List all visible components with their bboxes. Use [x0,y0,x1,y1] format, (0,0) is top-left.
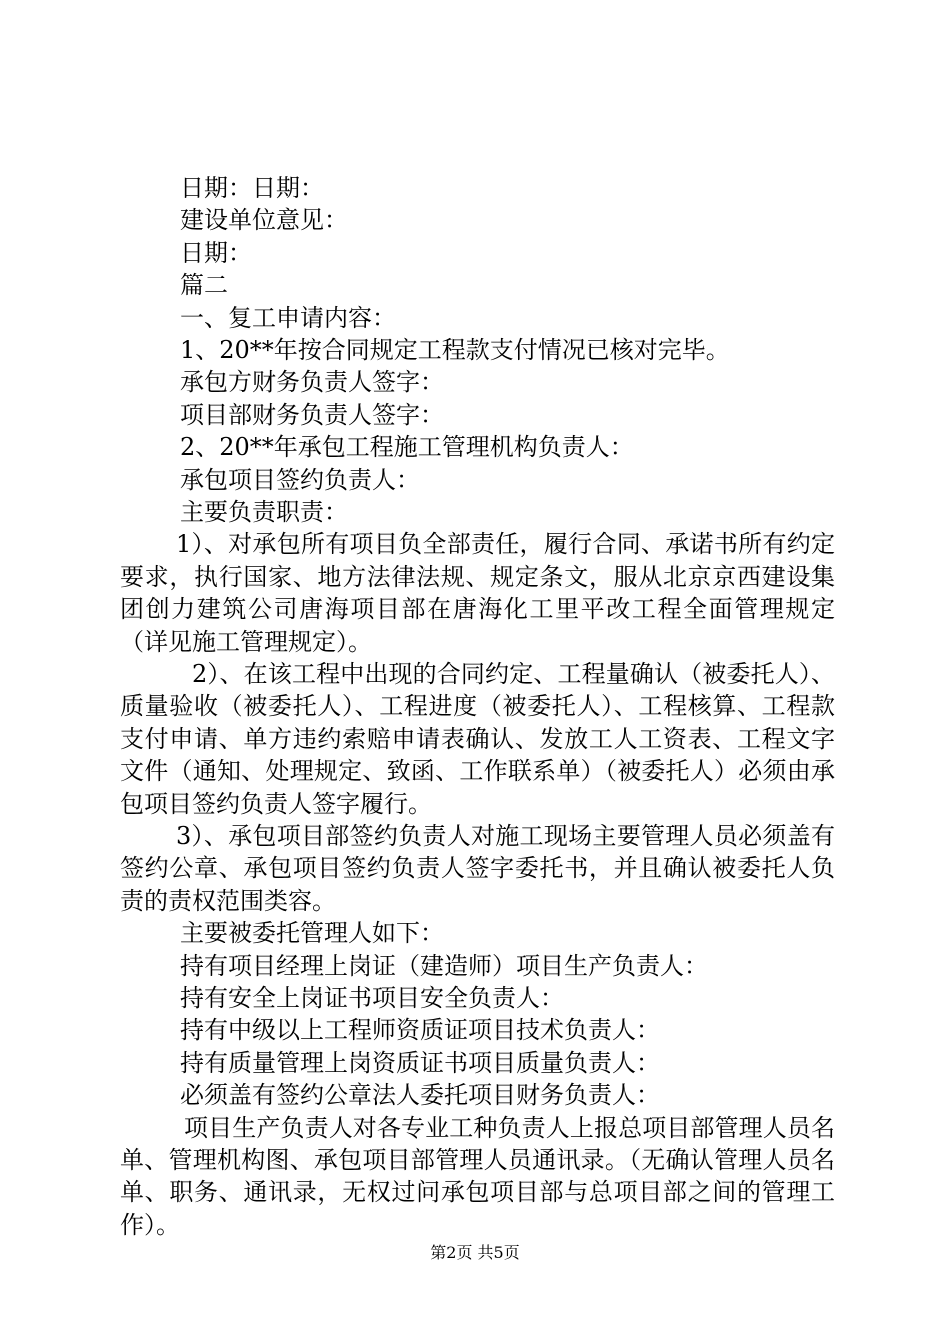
page-footer: 第2页 共5页 [430,1243,520,1262]
date-line-2: 日期： [180,238,252,267]
contract-lead-line: 承包项目签约负责人： [180,465,420,494]
item-1-line: 1、20**年按合同规定工程款支付情况已核对完毕。 [180,335,730,364]
subheading-resume-request: 一、复工申请内容： [180,303,396,332]
date-line: 日期：日期： [180,174,324,202]
delegate-production-line: 持有项目经理上岗证（建造师）项目生产负责人： [180,951,708,980]
delegate-finance-line: 必须盖有签约公章法人委托项目财务负责人： [180,1081,660,1110]
delegate-safety-line: 持有安全上岗证书项目安全负责人： [180,983,564,1012]
duty-paragraph-3: 3）、承包项目部签约负责人对施工现场主要管理人员必须盖有签约公章、承包项目签约负责人签字委托书，并且确认被委托人负责的责权范围类容。 [120,821,835,915]
project-finance-sign-line: 项目部财务负责人签字： [180,400,444,429]
document-body [120,172,835,1241]
item-2-line: 2、20**年承包工程施工管理机构负责人： [180,433,634,462]
delegates-heading: 主要被委托管理人如下： [180,919,444,948]
contractor-finance-sign-line: 承包方财务负责人签字： [180,368,444,397]
final-paragraph: 项目生产负责人对各专业工种负责人上报总项目部管理人员名单、管理机构图、承包项目部管理人员通讯录。（无确认管理人员名单、职务、通讯录，无权过问承包项目部与总项目部之间的管理工作）。 [120,1113,835,1239]
main-duties-line: 主要负责职责： [180,497,348,526]
duty-paragraph-1: 1）、对承包所有项目负全部责任，履行合同、承诺书所有约定要求，执行国家、地方法律法规、规定条文，服从北京京西建设集团创力建筑公司唐海项目部在唐海化工里平改工程全面管理规定（详见施工管理规定）。 [120,530,835,656]
section-heading: 篇二 [180,271,228,300]
duty-paragraph-2: 2）、在该工程中出现的合同约定、工程量确认（被委托人）、质量验收（被委托人）、工程进度（被委托人）、工程核算、工程款支付申请、单方违约索赔申请表确认、发放工人工资表、工程文字文件（通知、处理规定、致函、工作联系单）（被委托人）必须由承包项目签约负责人签字履行。 [120,659,835,818]
delegate-technical-line: 持有中级以上工程师资质证项目技术负责人： [180,1016,660,1045]
delegate-quality-line: 持有质量管理上岗资质证书项目质量负责人： [180,1048,660,1077]
owner-opinion-line: 建设单位意见： [180,206,348,235]
